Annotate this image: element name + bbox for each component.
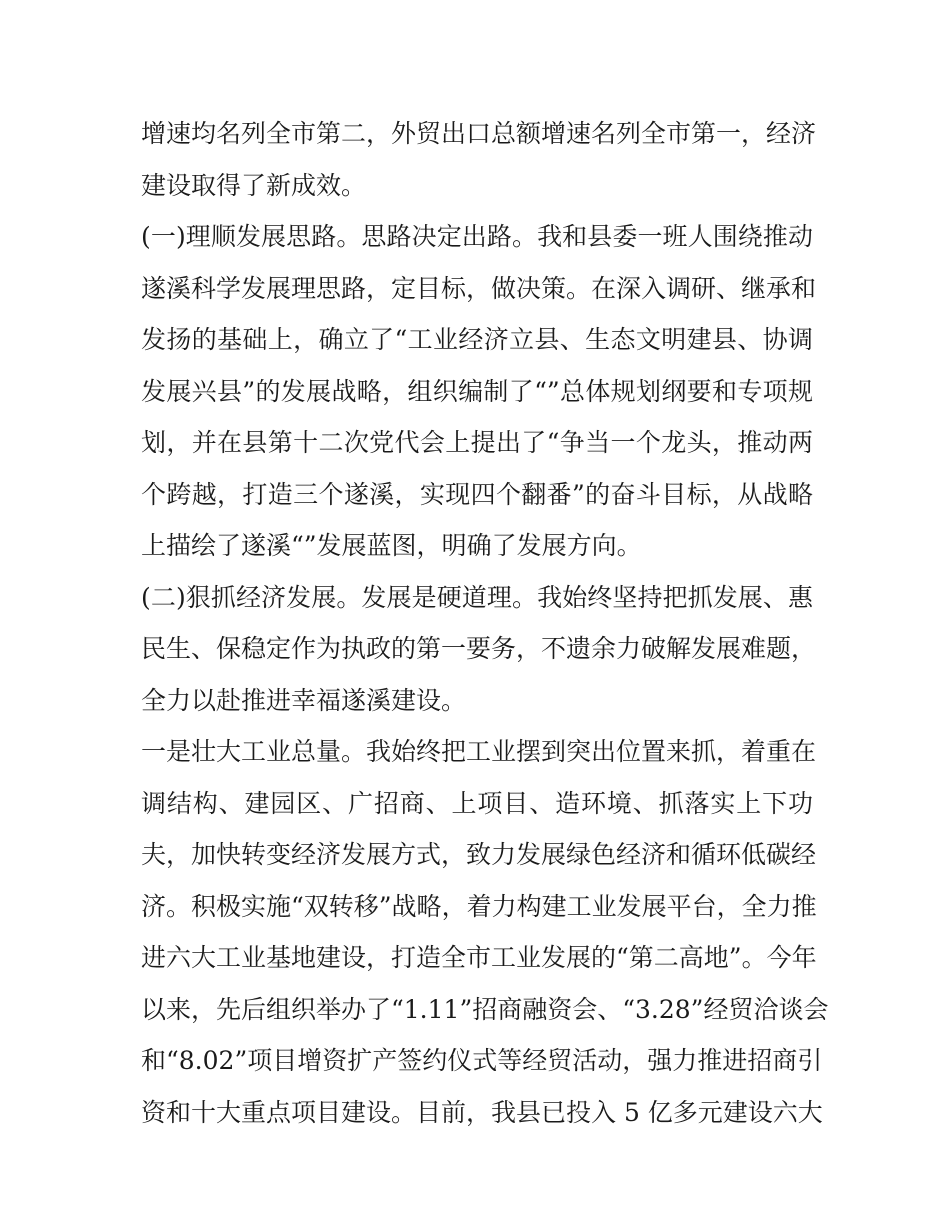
text-line: 进六大工业基地建设，打造全市工业发展的“第二高地”。今年 xyxy=(141,943,817,972)
text-line: 全力以赴推进幸福遂溪建设。 xyxy=(141,685,467,715)
text-line: 建设取得了新成效。 xyxy=(141,170,367,200)
text-line: 上描绘了遂溪“”发展蓝图，明确了发展方向。 xyxy=(141,531,642,560)
text-line: 以来，先后组织举办了“1.11”招商融资会、“3.28”经贸洽谈会 xyxy=(141,994,829,1024)
text-line: 资和十大重点项目建设。目前，我县已投入 5 亿多元建设六大 xyxy=(141,1097,823,1127)
text-line: 济。积极实施“双转移”战略，着力构建工业发展平台，全力推 xyxy=(141,891,817,921)
text-line: 调结构、建园区、广招商、上项目、造环境、抓落实上下功 xyxy=(141,788,813,818)
text-line: 夫，加快转变经济发展方式，致力发展绿色经济和循环低碳经 xyxy=(141,840,817,869)
text-line: 民生、保稳定作为执政的第一要务，不遗余力破解发展难题， xyxy=(141,634,817,663)
text-line: 增速均名列全市第二，外贸出口总额增速名列全市第一，经济 xyxy=(141,119,817,148)
text-line: 发扬的基础上，确立了“工业经济立县、生态文明建县、协调 xyxy=(141,325,813,354)
text-line: 发展兴县”的发展战略，组织编制了“”总体规划纲要和专项规 xyxy=(141,376,813,406)
text-line: 一是壮大工业总量。我始终把工业摆到突出位置来抓，着重在 xyxy=(141,737,817,766)
text-line: (一)理顺发展思路。思路决定出路。我和县委一班人围绕推动 xyxy=(141,222,813,251)
document-body xyxy=(141,108,829,1138)
text-line: 个跨越，打造三个遂溪，实现四个翻番”的奋斗目标，从战略 xyxy=(141,479,813,509)
text-line: 和“8.02”项目增资扩产签约仪式等经贸活动，强力推进招商引 xyxy=(141,1046,823,1075)
text-line: 划，并在县第十二次党代会上提出了“争当一个龙头，推动两 xyxy=(141,428,813,457)
text-line: 遂溪科学发展理思路，定目标，做决策。在深入调研、继承和 xyxy=(141,273,817,303)
text-line: (二)狠抓经济发展。发展是硬道理。我始终坚持把抓发展、惠 xyxy=(141,582,813,612)
